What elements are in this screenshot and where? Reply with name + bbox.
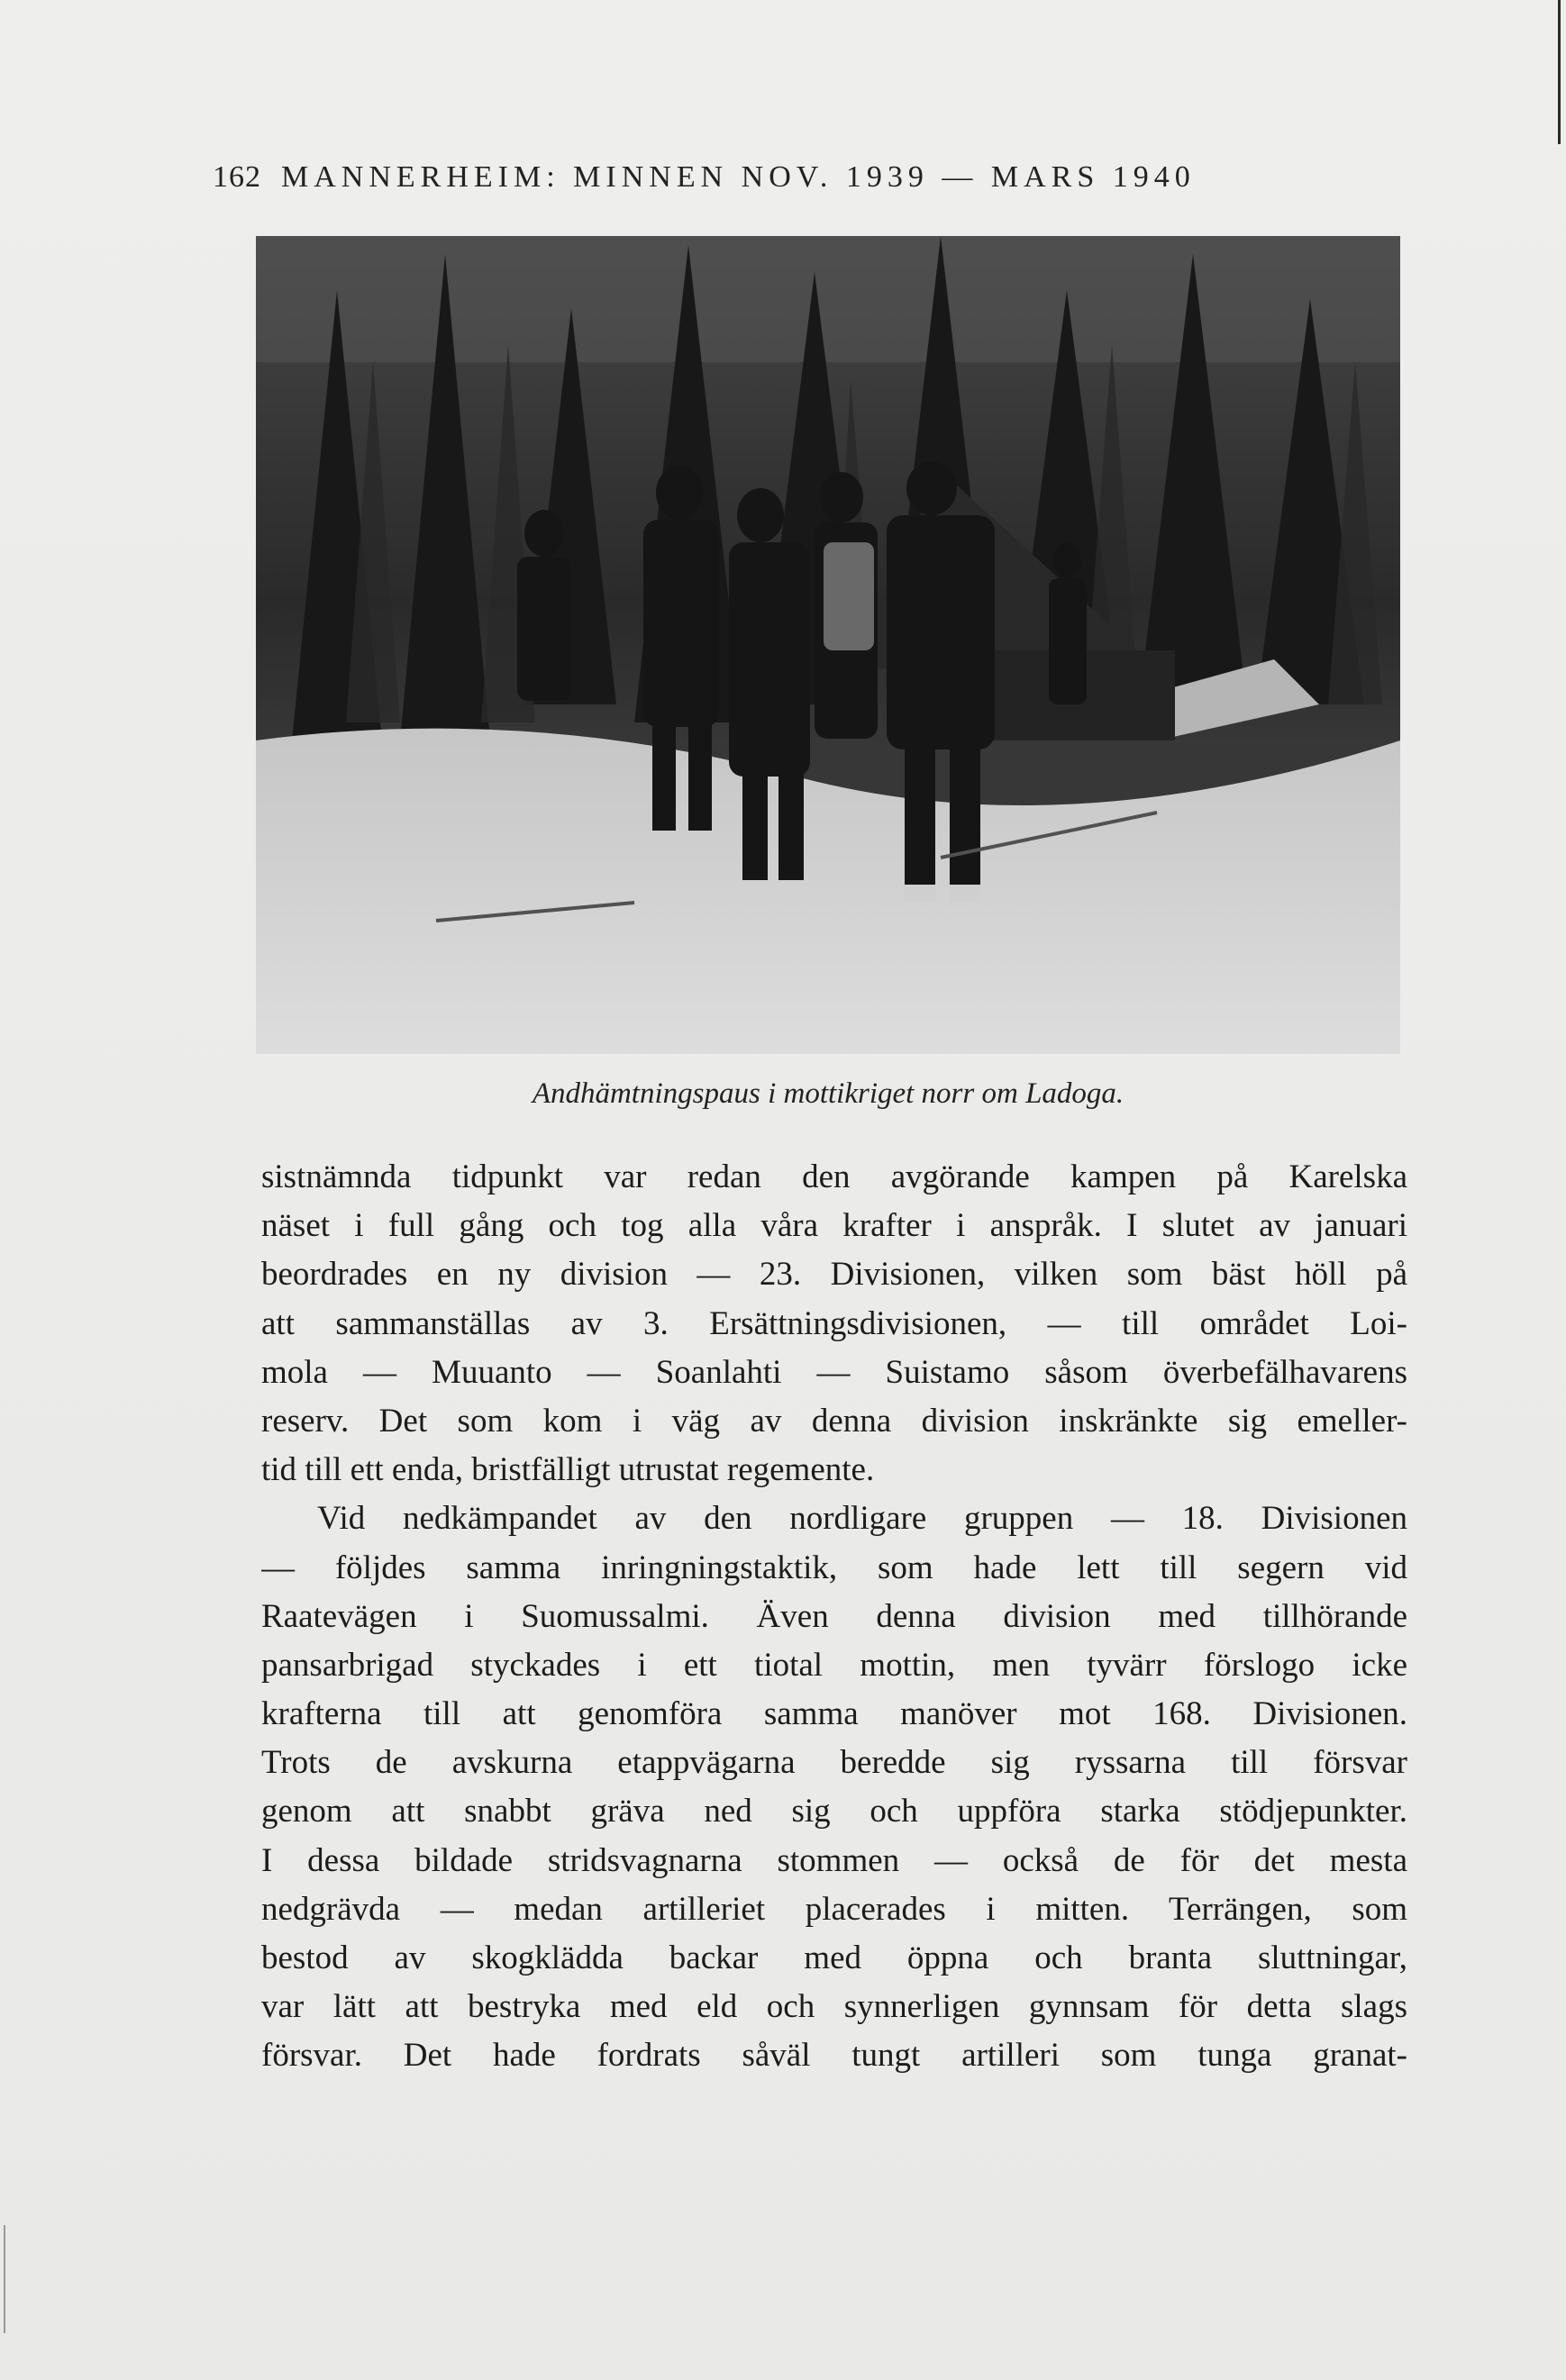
scan-edge-shadow <box>1558 0 1561 144</box>
page-number: 162 <box>213 160 261 194</box>
text-line: näset i full gång och tog alla våra krafter i anspråk. I slutet av januari <box>261 1207 1407 1245</box>
text-line: I dessa bildade stridsvagnarna stommen — också de för det mesta <box>261 1841 1407 1879</box>
text-line: reserv. Det som kom i väg av denna division inskränkte sig emeller- <box>261 1402 1407 1440</box>
text-line: att sammanställas av 3. Ersättningsdivisionen, — till området Loi- <box>261 1304 1407 1342</box>
text-line: sistnämnda tidpunkt var redan den avgörande kampen på Karelska <box>261 1158 1407 1195</box>
figure-caption: Andhämtningspaus i mottikriget norr om Ladoga. <box>532 1077 1124 1110</box>
running-head <box>213 160 1456 195</box>
text-line: försvar. Det hade fordrats såväl tungt artilleri som tunga granat- <box>261 2037 1407 2075</box>
text-line: — följdes samma inringningstaktik, som hade lett till segern vid <box>261 1549 1407 1586</box>
scan-edge-mark <box>4 2225 5 2333</box>
text-line: pansarbrigad styckades i ett tiotal mottin, men tyvärr förslogo icke <box>261 1646 1407 1684</box>
text-line: beordrades en ny division — 23. Divisionen, vilken som bäst höll på <box>261 1256 1407 1294</box>
text-line: tid till ett enda, bristfälligt utrustat regemente. <box>261 1451 875 1489</box>
running-head-title: MANNERHEIM: MINNEN NOV. 1939 — MARS 1940 <box>281 160 1196 194</box>
body-text <box>261 1153 1407 2081</box>
photograph-winter-camp <box>256 236 1400 1054</box>
text-line: bestod av skogklädda backar med öppna och branta sluttningar, <box>261 1939 1407 1976</box>
text-line: nedgrävda — medan artilleriet placerades i mitten. Terrängen, som <box>261 1890 1407 1928</box>
text-line: krafterna till att genomföra samma manöver mot 168. Divisionen. <box>261 1695 1407 1733</box>
text-line: Vid nedkämpandet av den nordligare gruppen — 18. Divisionen <box>317 1500 1407 1538</box>
text-line: genom att snabbt gräva ned sig och uppföra starka stödjepunkter. <box>261 1793 1407 1830</box>
text-line: mola — Muuanto — Soanlahti — Suistamo såsom överbefälhavarens <box>261 1353 1407 1391</box>
text-line: Trots de avskurna etappvägarna beredde sig ryssarna till försvar <box>261 1744 1407 1782</box>
text-line: Raatevägen i Suomussalmi. Även denna division med tillhörande <box>261 1597 1407 1635</box>
text-line: var lätt att bestryka med eld och synnerligen gynnsam för detta slags <box>261 1988 1407 2026</box>
